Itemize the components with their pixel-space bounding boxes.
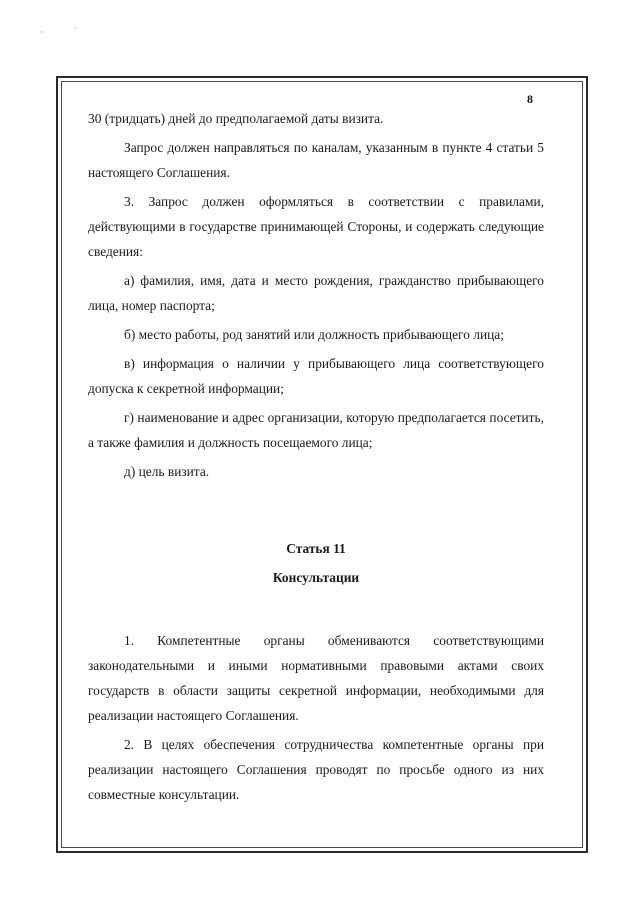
scan-speck: · — [74, 24, 77, 33]
paragraph-continuation: 30 (тридцать) дней до предполагаемой даты визита. — [88, 111, 384, 126]
article-paragraph-1: 1. Компетентные органы обмениваются соответствующими законодательными и иными нормативными правовыми актами своих государств в области защиты секретной информации, необходимыми для реализации настоящего Соглашения. — [88, 633, 544, 723]
document-body — [88, 106, 544, 807]
article-paragraph-2: 2. В целях обеспечения сотрудничества компетентные органы при реализации настоящего Соглашения проводят по просьбе одного из них совместные консультации. — [88, 737, 544, 802]
paragraph-request-format: 3. Запрос должен оформляться в соответствии с правилами, действующими в государстве принимающей Стороны, и содержать следующие сведения: — [88, 194, 544, 259]
article-title: Консультации — [272, 570, 360, 585]
scan-speck: · — [40, 28, 43, 37]
list-item-e: д) цель визита. — [124, 464, 210, 479]
article-number: Статья 11 — [286, 541, 346, 556]
list-item-b: б) место работы, род занятий или должность прибывающего лица; — [124, 327, 504, 342]
paragraph-request-channels: Запрос должен направляться по каналам, указанным в пункте 4 статьи 5 настоящего Соглашения. — [88, 140, 544, 180]
page-number: 8 — [527, 92, 533, 106]
list-item-a: а) фамилия, имя, дата и место рождения, гражданство прибывающего лица, номер паспорта; — [88, 273, 544, 313]
list-item-d: г) наименование и адрес организации, которую предполагается посетить, а также фамилия и должность посещаемого лица; — [88, 410, 544, 450]
list-item-c: в) информация о наличии у прибывающего лица соответствующего допуска к секретной информации; — [88, 356, 544, 396]
